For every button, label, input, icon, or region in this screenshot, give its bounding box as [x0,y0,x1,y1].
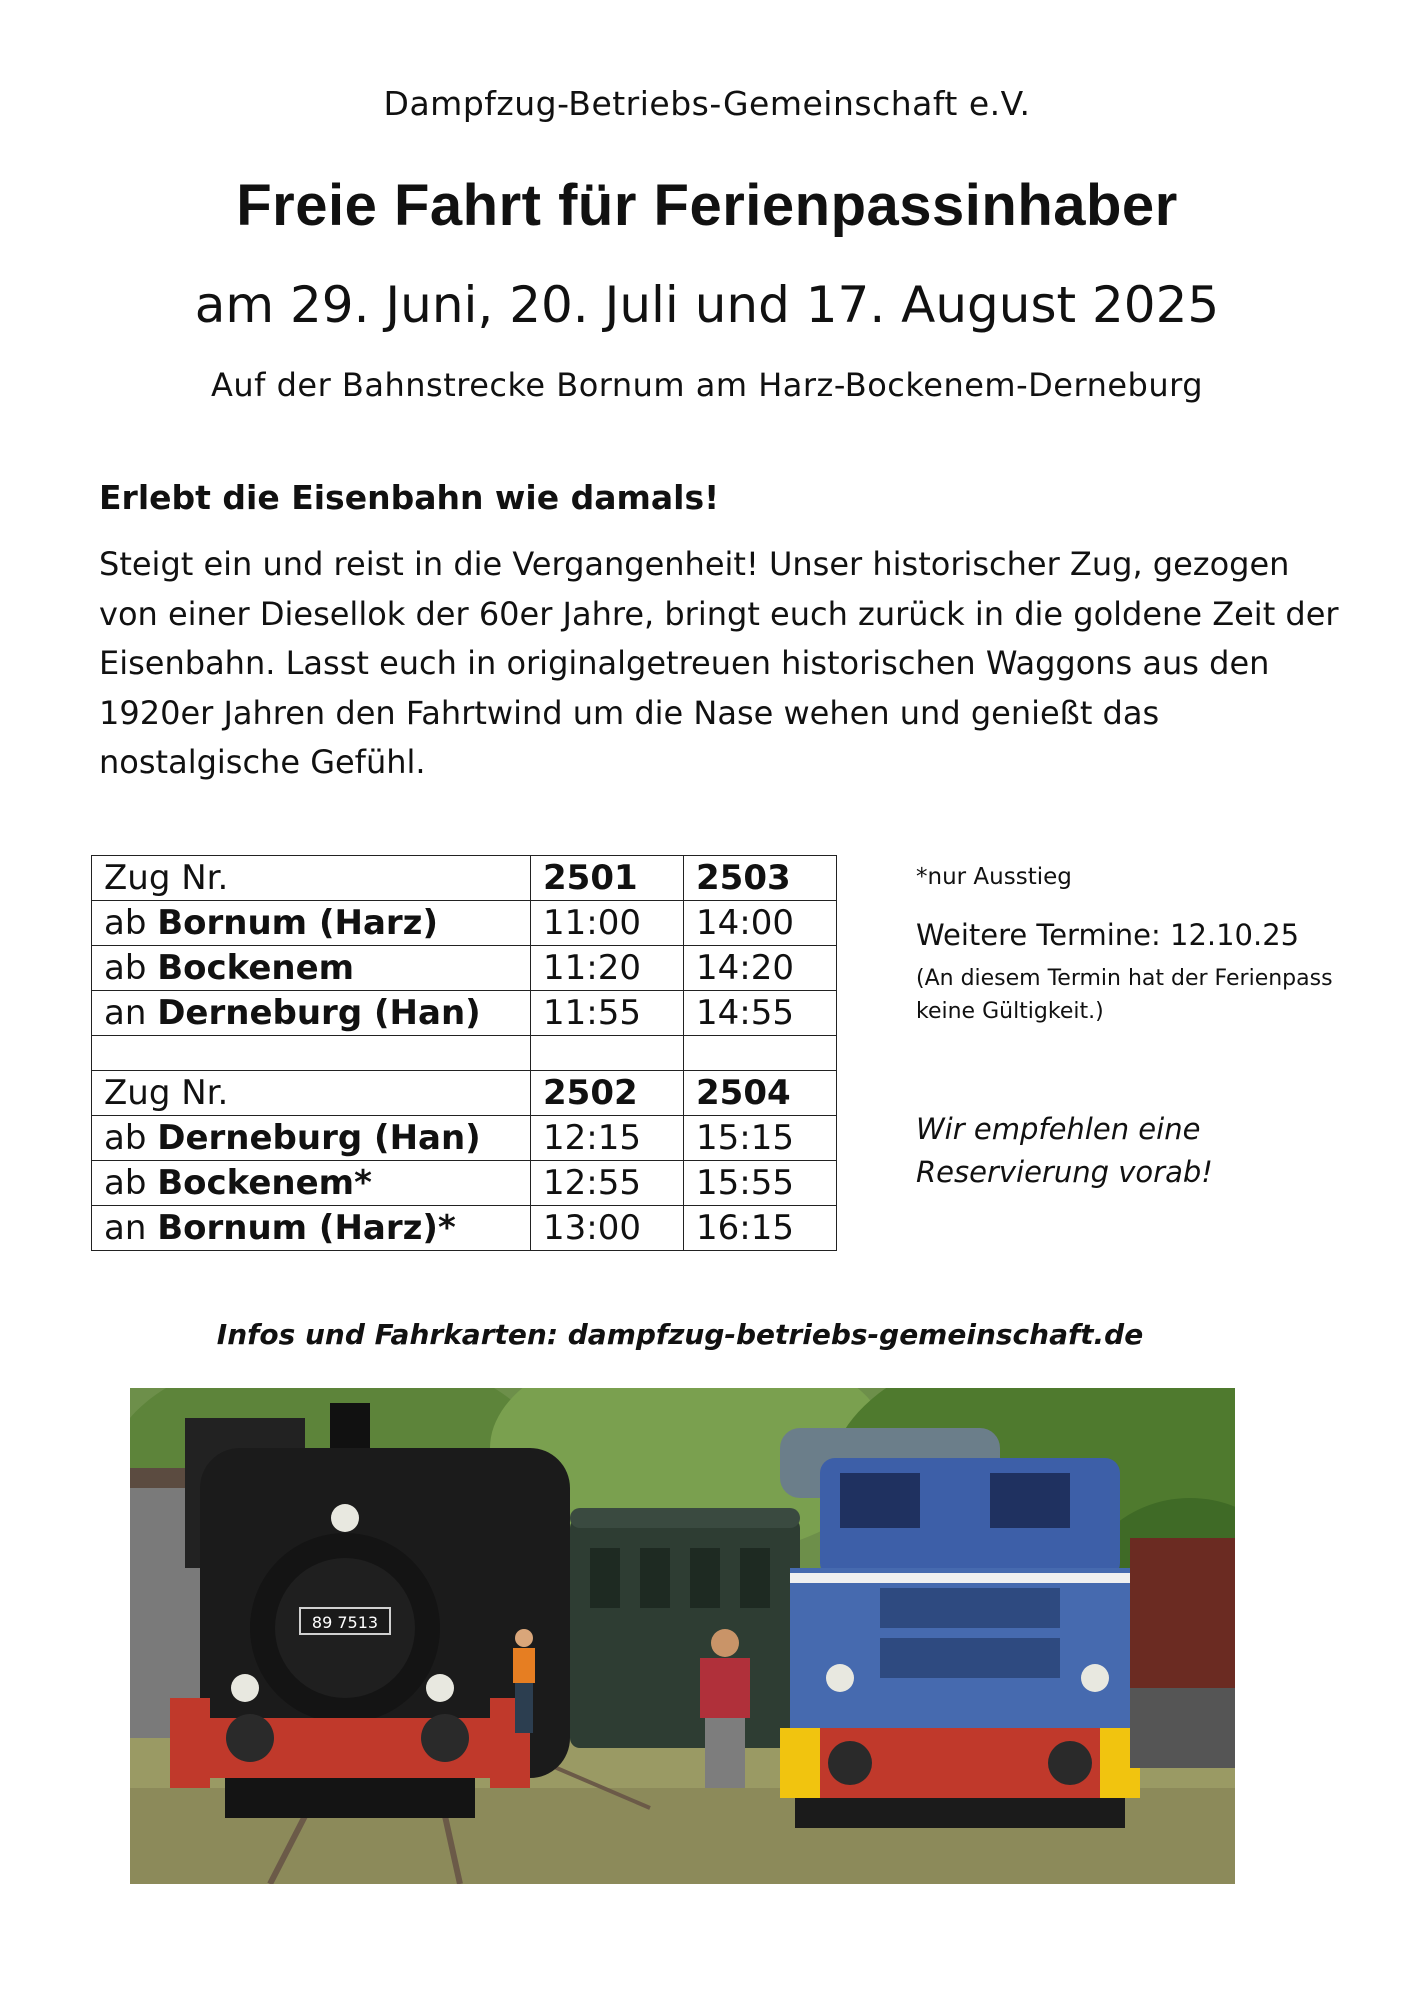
intro-headline: Erlebt die Eisenbahn wie damals! [99,478,720,517]
time-cell: 14:20 [684,946,837,991]
train-number: 2504 [684,1071,837,1116]
timetable-header-return [92,1071,837,1116]
organization-name: Dampfzug-Betriebs-Gemeinschaft e.V. [383,84,1031,123]
timetable-header-outbound [92,856,837,901]
time-cell: 11:00 [531,901,684,946]
table-row [92,1161,837,1206]
station-cell [92,901,531,946]
station-name: Derneburg (Han) [157,993,481,1033]
steam-locomotive [170,1403,570,1818]
diesel-locomotive [780,1428,1140,1828]
more-dates: Weitere Termine: 12.10.25 [916,918,1300,952]
station-cell [92,946,531,991]
table-row [92,1116,837,1161]
table-row [92,946,837,991]
station-name: Bornum (Harz)* [157,1208,456,1248]
time-cell: 13:00 [531,1206,684,1251]
time-cell: 14:00 [684,901,837,946]
empty-cell [531,1036,684,1071]
time-cell: 16:15 [684,1206,837,1251]
time-cell: 12:55 [531,1161,684,1206]
page-title: Freie Fahrt für Ferienpassinhaber [236,173,1178,238]
header-label: Zug Nr. [92,1071,531,1116]
direction-prefix: ab [104,1118,158,1158]
time-cell: 15:15 [684,1116,837,1161]
station-name: Derneburg (Han) [157,1118,481,1158]
locomotive-number: 89 7513 [311,1613,379,1632]
time-cell: 15:55 [684,1161,837,1206]
empty-cell [92,1036,531,1071]
station-cell [92,991,531,1036]
station-cell [92,1116,531,1161]
train-number: 2503 [684,856,837,901]
time-cell: 12:15 [531,1116,684,1161]
train-number: 2501 [531,856,684,901]
route-description: Auf der Bahnstrecke Bornum am Harz-Bockenem-Derneburg [210,366,1204,404]
table-row [92,991,837,1036]
reservation-recommendation: Wir empfehlen eine Reservierung vorab! [916,1112,1213,1189]
table-row [92,901,837,946]
header-label: Zug Nr. [92,856,531,901]
station-name: Bornum (Harz) [157,903,438,943]
timetable [91,855,837,1251]
info-website: Infos und Fahrkarten: dampfzug-betriebs-gemeinschaft.de [216,1318,1144,1351]
station-name: Bockenem [157,948,355,988]
event-dates: am 29. Juni, 20. Juli und 17. August 2025 [194,276,1220,334]
historic-carriages [570,1508,800,1748]
station-name: Bockenem* [157,1163,372,1203]
table-row [92,1206,837,1251]
direction-prefix: ab [104,948,158,988]
intro-text: Steigt ein und reist in die Vergangenheit! Unser historischer Zug, gezogen von einer Diesellok der 60er Jahre, bringt euch zurück in die goldene Zeit der Eisenbahn. Lasst euch in originalgetreuen historischen Waggons aus den 1920er Jahren den Fahrtwind um die Nase wehen und genießt das nostalgische Gefühl. [99,545,1339,781]
direction-prefix: an [104,993,158,1033]
table-spacer-row [92,1036,837,1071]
time-cell: 11:55 [531,991,684,1036]
station-cell [92,1206,531,1251]
train-photo [130,1388,1235,1884]
direction-prefix: ab [104,1163,158,1203]
empty-cell [684,1036,837,1071]
train-number: 2502 [531,1071,684,1116]
time-cell: 14:55 [684,991,837,1036]
direction-prefix: an [104,1208,158,1248]
time-cell: 11:20 [531,946,684,991]
footnote-star: *nur Ausstieg [916,864,1072,890]
more-dates-note: (An diesem Termin hat der Ferienpass keine Gültigkeit.) [916,966,1333,1024]
station-cell [92,1161,531,1206]
direction-prefix: ab [104,903,158,943]
